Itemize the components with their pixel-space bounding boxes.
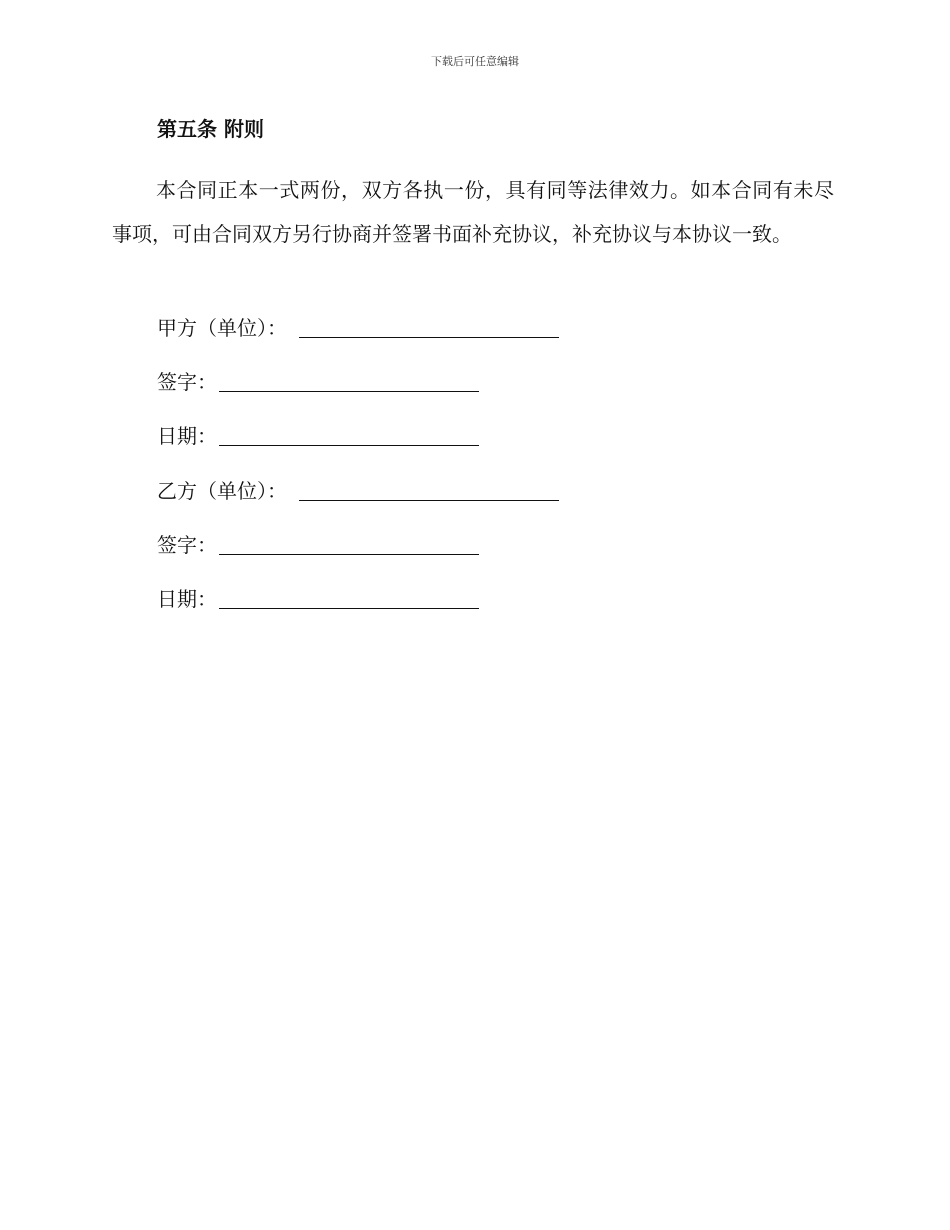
section-title: 第五条 附则 xyxy=(157,117,264,141)
party-b-date-line xyxy=(157,586,479,612)
party-a-sign-label: 签字： xyxy=(157,370,217,394)
party-a-sign-blank xyxy=(219,371,479,392)
party-b-sign-blank xyxy=(219,534,479,555)
party-a-unit-blank xyxy=(299,317,559,338)
party-a-sign-line xyxy=(157,369,479,395)
party-a-unit-line xyxy=(157,315,559,341)
party-a-date-line xyxy=(157,423,479,449)
page-header: 下载后可任意编辑 xyxy=(431,55,519,68)
party-b-sign-label: 签字： xyxy=(157,533,217,557)
party-a-unit-label: 甲方（单位）： xyxy=(157,316,287,340)
party-b-unit-blank xyxy=(299,480,559,501)
section-paragraph: 本合同正本一式两份，双方各执一份，具有同等法律效力。如本合同有未尽事项，可由合同双方另行协商并签署书面补充协议，补充协议与本协议一致。 xyxy=(112,178,834,246)
party-b-unit-label: 乙方（单位）： xyxy=(157,479,287,503)
party-a-date-blank xyxy=(219,425,479,446)
party-b-date-label: 日期： xyxy=(157,587,217,611)
party-b-sign-line xyxy=(157,532,479,558)
party-a-date-label: 日期： xyxy=(157,424,217,448)
party-b-unit-line xyxy=(157,478,559,504)
party-b-date-blank xyxy=(219,588,479,609)
